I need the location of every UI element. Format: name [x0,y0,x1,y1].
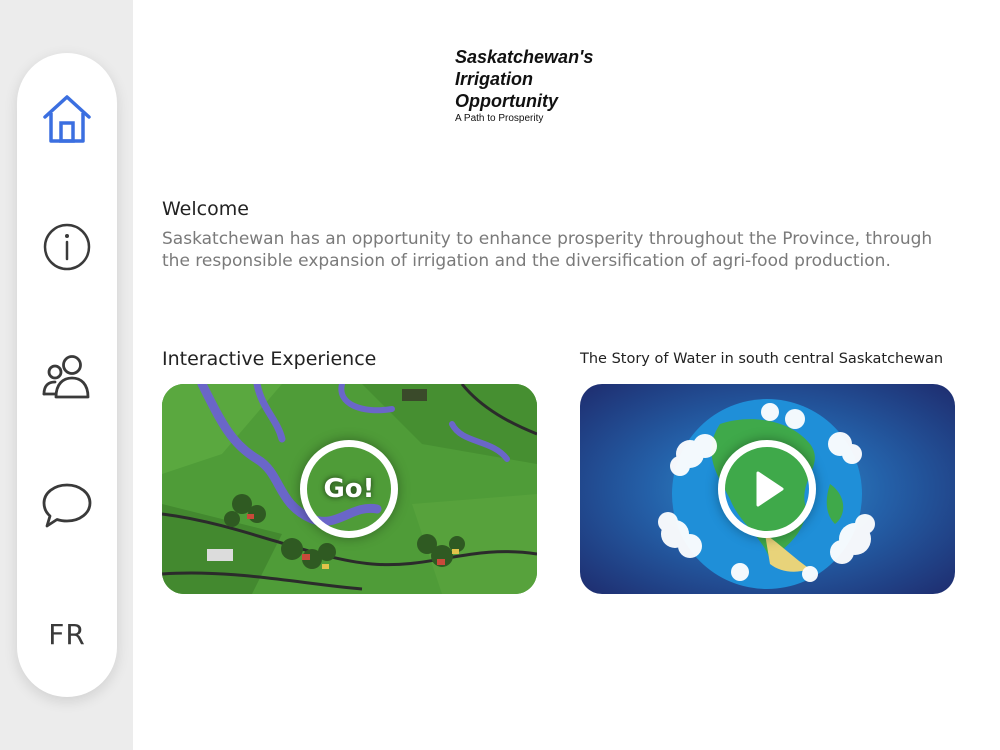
home-icon [41,93,93,145]
video-card[interactable] [580,384,955,594]
app-logo [455,46,655,124]
chat-icon [41,481,93,529]
play-icon [747,469,787,509]
welcome-heading: Welcome [162,198,249,220]
logo-subtitle: A Path to Prosperity [455,113,544,124]
info-icon [42,222,92,272]
logo-title-line1: Saskatchewan's [455,47,594,67]
nav-info-button[interactable] [17,219,117,275]
nav-home-button[interactable] [17,91,117,147]
interactive-experience-title: Interactive Experience [162,348,377,370]
logo-title-line3: Opportunity [455,91,558,111]
logo-title-line2: Irrigation [455,69,534,89]
people-icon [41,354,93,400]
nav-people-button[interactable] [17,349,117,405]
video-title: The Story of Water in south central Saskatchewan [580,351,944,367]
interactive-experience-card[interactable] [162,384,537,594]
welcome-text: Saskatchewan has an opportunity to enhance prosperity throughout the Province, through the responsible expansion of irrigation and the diversification of agri-food production. [162,229,933,271]
go-button[interactable] [300,440,398,538]
language-toggle-button[interactable]: FR [48,617,86,651]
sidebar-nav [17,53,117,697]
play-button[interactable] [718,440,816,538]
nav-chat-button[interactable] [17,477,117,533]
go-button-label: Go! [323,474,375,504]
